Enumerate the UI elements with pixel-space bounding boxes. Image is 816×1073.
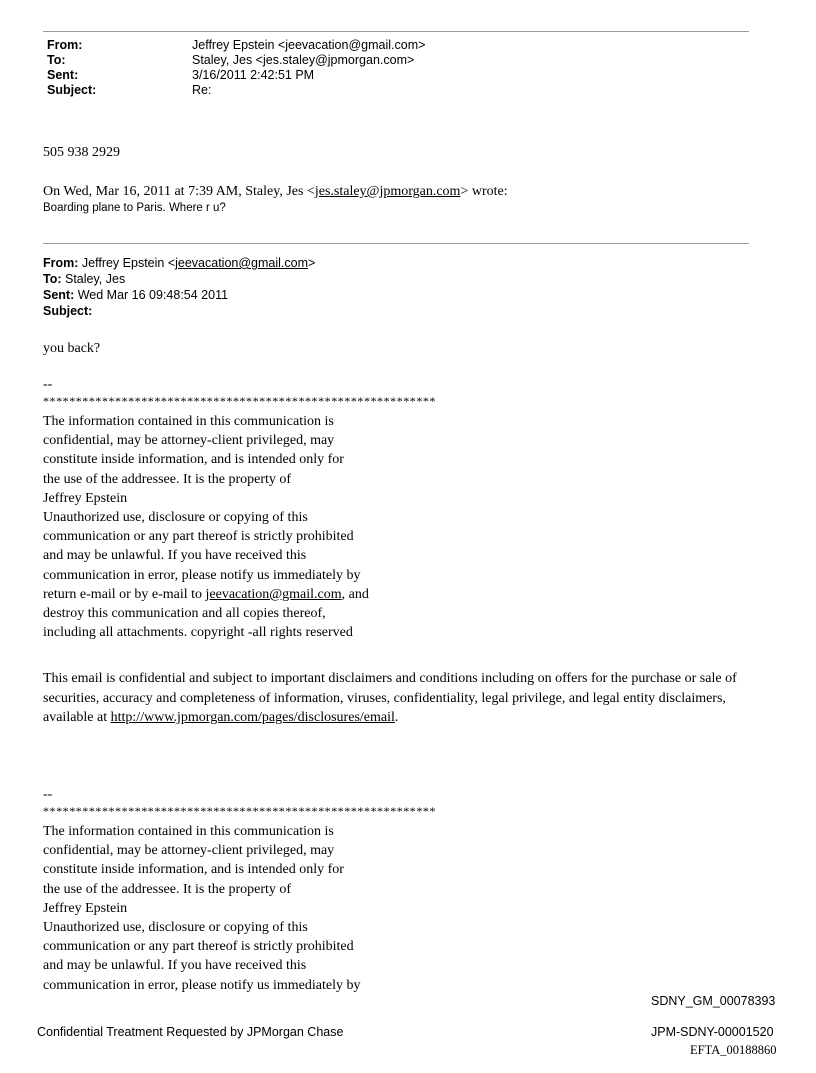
from-label: From: bbox=[47, 38, 83, 52]
inner-to-label: To: bbox=[43, 272, 62, 286]
inner-from-name: Jeffrey Epstein < bbox=[78, 256, 176, 270]
jpmorgan-notice-end: . bbox=[394, 710, 399, 725]
disclaimer-2 bbox=[43, 787, 436, 995]
phone-number: 505 938 2929 bbox=[43, 145, 120, 160]
disclaimer-line: communication or any part thereof is strictly prohibited bbox=[43, 529, 354, 545]
inner-from-close: > bbox=[308, 256, 316, 270]
inner-sent-label: Sent: bbox=[43, 288, 75, 302]
disclaimer-line: confidential, may be attorney-client privileged, may bbox=[43, 433, 335, 449]
from-value: Jeffrey Epstein <jeevacation@gmail.com> bbox=[192, 38, 426, 52]
disclaimer-line: constitute inside information, and is intended only for bbox=[43, 452, 344, 468]
jpmorgan-notice-text: This email is confidential and subject to important disclaimers and conditions including on offers for the purchase or sale of securities, accuracy and completeness of information, viruses, confidentiality, legal privilege, and legal entity disclaimers, available at bbox=[43, 671, 737, 725]
inner-from-label: From: bbox=[43, 256, 79, 270]
inner-subject bbox=[43, 303, 315, 319]
sent-value: 3/16/2011 2:42:51 PM bbox=[192, 68, 315, 82]
to-value: Staley, Jes <jes.staley@jpmorgan.com> bbox=[192, 53, 415, 67]
inner-subject-label: Subject: bbox=[43, 304, 93, 318]
subject-value: Re: bbox=[192, 83, 212, 97]
disclaimer-1 bbox=[43, 377, 436, 642]
disclaimer-line: communication or any part thereof is strictly prohibited bbox=[43, 939, 354, 955]
quote-intro-after: > wrote: bbox=[460, 184, 508, 199]
top-rule bbox=[43, 31, 749, 32]
disclaimer-email-after: , and bbox=[341, 586, 369, 602]
confidential-notice: Confidential Treatment Requested by JPMorgan Chase bbox=[37, 1025, 344, 1039]
disclaimer-dashes: -- bbox=[43, 377, 53, 392]
disclaimer-stars: ************************************************************ bbox=[43, 394, 436, 408]
disclaimer-line: communication in error, please notify us immediately by bbox=[43, 977, 361, 993]
disclaimer-dashes: -- bbox=[43, 787, 53, 802]
disclaimer-line: including all attachments. copyright -all rights reserved bbox=[43, 625, 353, 641]
inner-from-email[interactable]: jeevacation@gmail.com bbox=[175, 256, 309, 270]
disclaimer-line: constitute inside information, and is intended only for bbox=[43, 862, 344, 878]
quote-intro bbox=[43, 184, 508, 200]
disclaimer-email-line bbox=[43, 585, 436, 604]
disclaimer-line: the use of the addressee. It is the property of bbox=[43, 471, 292, 487]
sent-label: Sent: bbox=[47, 68, 79, 82]
disclaimer-line: The information contained in this communication is bbox=[43, 414, 334, 429]
disclaimer-line: confidential, may be attorney-client privileged, may bbox=[43, 843, 335, 859]
disclaimer-email-link[interactable]: jeevacation@gmail.com bbox=[205, 586, 342, 602]
disclaimer-line: destroy this communication and all copies thereof, bbox=[43, 606, 326, 622]
disclaimer-line: Jeffrey Epstein bbox=[43, 900, 128, 916]
inner-from bbox=[43, 255, 315, 271]
bates-efta: EFTA_00188860 bbox=[690, 1043, 777, 1057]
disclaimer-line: communication in error, please notify us immediately by bbox=[43, 567, 361, 583]
disclaimer-line: and may be unlawful. If you have received this bbox=[43, 548, 307, 564]
disclaimer-line: The information contained in this communication is bbox=[43, 824, 334, 839]
disclaimer-line: the use of the addressee. It is the property of bbox=[43, 881, 292, 897]
disclaimer-email-before: return e-mail or by e-mail to bbox=[43, 586, 206, 602]
inner-sent bbox=[43, 287, 315, 303]
inner-sent-value: Wed Mar 16 09:48:54 2011 bbox=[74, 288, 229, 302]
disclaimer-line: Jeffrey Epstein bbox=[43, 490, 128, 506]
quote-rule bbox=[43, 243, 749, 244]
disclaimer-line: and may be unlawful. If you have received this bbox=[43, 958, 307, 974]
bates-jpm: JPM-SDNY-00001520 bbox=[651, 1025, 774, 1039]
inner-message: you back? bbox=[43, 341, 101, 356]
disclaimer-line: Unauthorized use, disclosure or copying of this bbox=[43, 920, 308, 936]
disclaimer-stars: ************************************************************ bbox=[43, 804, 436, 818]
disclaimer-line: Unauthorized use, disclosure or copying of this bbox=[43, 510, 308, 526]
quote-intro-before: On Wed, Mar 16, 2011 at 7:39 AM, Staley, Jes < bbox=[43, 184, 315, 199]
jpmorgan-notice bbox=[43, 669, 758, 728]
to-label: To: bbox=[47, 53, 66, 67]
inner-to-value: Staley, Jes bbox=[61, 272, 126, 286]
inner-to bbox=[43, 271, 315, 287]
bates-sdny-gm: SDNY_GM_00078393 bbox=[651, 994, 776, 1008]
jpmorgan-disclosures-link[interactable]: http://www.jpmorgan.com/pages/disclosures/email bbox=[110, 710, 395, 725]
inner-header bbox=[43, 255, 315, 319]
quote-email-link[interactable]: jes.staley@jpmorgan.com bbox=[314, 184, 461, 199]
quoted-message: Boarding plane to Paris. Where r u? bbox=[43, 202, 226, 214]
subject-label: Subject: bbox=[47, 83, 97, 97]
